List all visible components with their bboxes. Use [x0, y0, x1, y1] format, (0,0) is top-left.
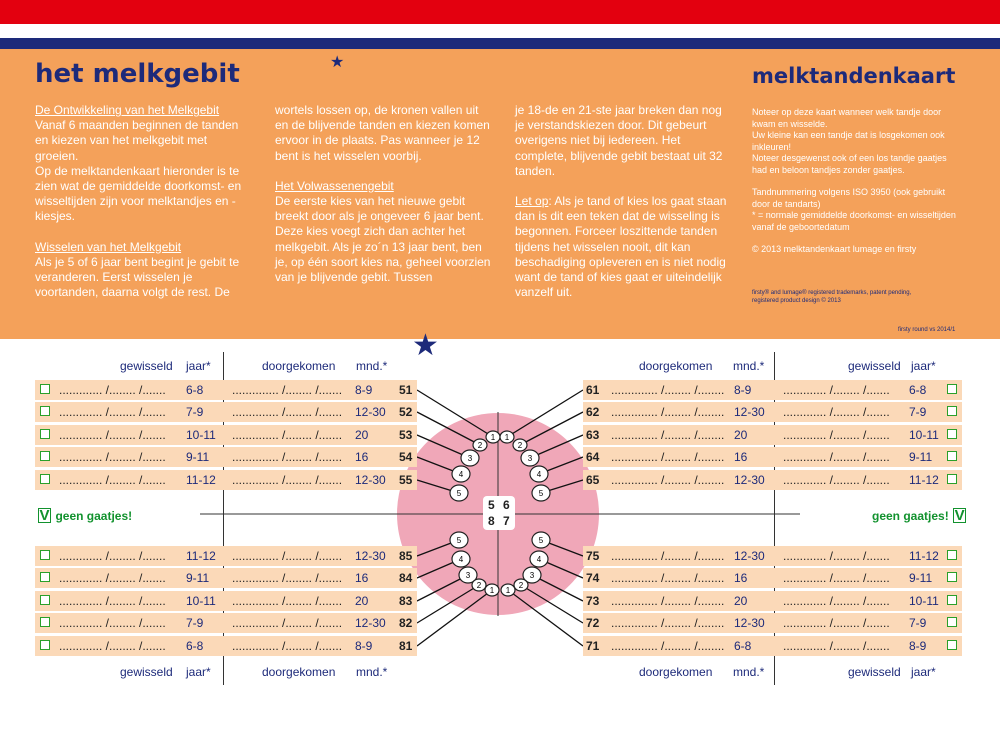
erupted-months: 12-30: [355, 616, 386, 630]
date-field-changed[interactable]: ............. /........ /.......: [59, 549, 166, 563]
date-field-changed[interactable]: ............. /........ /.......: [59, 473, 166, 487]
tooth-icon[interactable]: [450, 532, 468, 548]
instruction: * = normale gemiddelde doorkomst- en wisseltijden vanaf de geboortedatum: [752, 210, 956, 232]
date-field-erupted[interactable]: .............. /........ /........: [611, 571, 725, 585]
checkbox[interactable]: [40, 640, 50, 650]
tooth-icon[interactable]: [500, 431, 514, 443]
header-mnd: mnd.*: [356, 665, 388, 679]
tooth-label: 1: [504, 433, 510, 442]
tooth-label: 2: [517, 441, 523, 450]
erupted-months: 8-9: [355, 639, 373, 653]
date-field-changed[interactable]: ............. /........ /.......: [59, 616, 166, 630]
date-field-erupted[interactable]: .............. /........ /........: [611, 473, 725, 487]
erupted-months: 12-30: [734, 405, 765, 419]
date-field-changed[interactable]: ............. /........ /.......: [783, 428, 890, 442]
date-field-erupted[interactable]: .............. /........ /.......: [232, 571, 343, 585]
erupted-months: 6-8: [734, 639, 752, 653]
tooth-icon[interactable]: [450, 485, 468, 501]
table-row: [583, 636, 962, 656]
date-field-changed[interactable]: ............. /........ /.......: [59, 450, 166, 464]
erupted-months: 12-30: [734, 549, 765, 563]
changed-years: 7-9: [186, 405, 204, 419]
date-field-changed[interactable]: ............. /........ /.......: [59, 428, 166, 442]
table-row: [583, 546, 962, 566]
header-gewisseld: gewisseld: [848, 665, 901, 679]
header-jaar: jaar*: [911, 665, 936, 679]
tooth-number: 71: [586, 639, 600, 653]
header-doorgekomen: doorgekomen: [639, 665, 713, 679]
tooth-icon[interactable]: [513, 439, 527, 451]
table-row: [583, 425, 962, 445]
erupted-months: 12-30: [355, 405, 386, 419]
checkbox[interactable]: [947, 429, 957, 439]
table-row: [583, 447, 962, 467]
version-label: firsty round vs 2014/1: [898, 327, 956, 333]
date-field-erupted[interactable]: .............. /........ /.......: [232, 428, 343, 442]
attention-text: : Als je tand of kies los gaat staan dan is dit een teken dat de wisseling is begonnen. Forceer loszittende tanden tijdens het wisselen nooit, dit kan beschadiging opleveren en is niet nodig want de tand of kies gaat er uiteindelijk vanzelf uit.: [515, 194, 727, 300]
erupted-months: 12-30: [734, 473, 765, 487]
star-icon: ★: [412, 329, 439, 362]
instruction: Tandnummering volgens ISO 3950 (ook gebruikt door de tandarts): [752, 187, 946, 209]
tooth-number: 82: [399, 616, 413, 630]
card-title: melktandenkaart: [752, 64, 956, 88]
tooth-number: 65: [586, 473, 600, 487]
date-field-erupted[interactable]: .............. /........ /........: [611, 616, 725, 630]
check-icon: V: [954, 507, 965, 524]
date-field-changed[interactable]: ............. /........ /.......: [783, 450, 890, 464]
tooth-icon[interactable]: [452, 551, 470, 567]
tooth-icon[interactable]: [473, 439, 487, 451]
erupted-months: 16: [734, 571, 748, 585]
tooth-number: 74: [586, 571, 600, 585]
copyright: © 2013 melktandenkaart lumage en firsty: [752, 244, 917, 254]
date-field-erupted[interactable]: .............. /........ /........: [611, 594, 725, 608]
date-field-changed[interactable]: ............. /........ /.......: [783, 594, 890, 608]
heading-attention: Let op: [515, 194, 549, 209]
date-field-erupted[interactable]: .............. /........ /........: [611, 639, 725, 653]
tooth-icon[interactable]: [521, 450, 539, 466]
table-row: [35, 591, 417, 611]
tooth-number: 53: [399, 428, 413, 442]
changed-years: 6-8: [186, 383, 204, 397]
date-field-changed[interactable]: ............. /........ /.......: [783, 383, 890, 397]
checkbox[interactable]: [40, 595, 50, 605]
tooth-number: 61: [586, 383, 600, 397]
date-field-erupted[interactable]: .............. /........ /........: [611, 405, 725, 419]
table-row: [35, 568, 417, 588]
changed-years: 7-9: [186, 616, 204, 630]
tooth-icon[interactable]: [452, 466, 470, 482]
tooth-label: 5: [456, 536, 462, 545]
no-cavities-left[interactable]: [38, 507, 132, 525]
instruction: Noteer op deze kaart wanneer welk tandje door kwam en wisselde.: [752, 107, 942, 129]
tooth-label: 2: [518, 581, 524, 590]
erupted-months: 20: [734, 594, 748, 608]
quadrant-7: 7: [503, 514, 510, 528]
tooth-label: 2: [477, 441, 483, 450]
tooth-icon[interactable]: [532, 485, 550, 501]
paragraph: Op de melktandenkaart hieronder is te zien wat de gemiddelde doorkomst- en wisseltijden zijn voor melktandjes en -kiesjes.: [35, 163, 242, 224]
tooth-number: 63: [586, 428, 600, 442]
changed-years: 8-9: [909, 639, 927, 653]
erupted-months: 12-30: [734, 616, 765, 630]
header-gewisseld: gewisseld: [848, 359, 901, 373]
tooth-label: 2: [476, 581, 482, 590]
changed-years: 10-11: [909, 594, 939, 608]
tooth-number: 73: [586, 594, 600, 608]
no-cavities-right[interactable]: [872, 507, 966, 525]
checkbox[interactable]: [947, 572, 957, 582]
date-field-erupted[interactable]: .............. /........ /.......: [232, 549, 343, 563]
header-doorgekomen: doorgekomen: [262, 665, 336, 679]
tooth-label: 4: [458, 470, 464, 479]
date-field-changed[interactable]: ............. /........ /.......: [59, 383, 166, 397]
header-mnd: mnd.*: [733, 359, 765, 373]
header-jaar: jaar*: [186, 359, 211, 373]
erupted-months: 16: [355, 450, 369, 464]
date-field-erupted[interactable]: .............. /........ /........: [611, 450, 725, 464]
tooth-number: 72: [586, 616, 600, 630]
date-field-changed[interactable]: ............. /........ /.......: [783, 571, 890, 585]
tooth-icon[interactable]: [461, 450, 479, 466]
tooth-number: 81: [399, 639, 413, 653]
trademark-line: firsty® and lumage® registered trademarks, patent pending,: [752, 290, 912, 296]
no-cavities-label: geen gaatjes!: [55, 509, 133, 523]
date-field-erupted[interactable]: .............. /........ /........: [611, 549, 725, 563]
date-field-erupted[interactable]: .............. /........ /.......: [232, 450, 343, 464]
tooth-label: 5: [538, 536, 544, 545]
tooth-icon[interactable]: [530, 551, 548, 567]
paragraph: je 18-de en 21-ste jaar breken dan nog je verstandskiezen door. Dit gebeurt overigens niet bij iedereen. Het complete, blijvende gebit bestaat uit 32 tanden.: [515, 103, 723, 178]
table-row: [583, 568, 962, 588]
heading-changing: Wisselen van het Melkgebit: [35, 239, 182, 254]
tooth-label: 1: [489, 586, 495, 595]
changed-years: 11-12: [909, 473, 939, 487]
tooth-icon[interactable]: [472, 579, 486, 591]
table-row: [583, 613, 962, 633]
header-gewisseld: gewisseld: [120, 665, 173, 679]
date-field-changed[interactable]: ............. /........ /.......: [783, 639, 890, 653]
quadrant-5: 5: [488, 498, 495, 512]
trademark-line: registered product design © 2013: [752, 297, 841, 304]
page-title: het melkgebit: [35, 59, 240, 89]
checkbox[interactable]: [40, 617, 50, 627]
tooth-label: 3: [467, 454, 473, 463]
header-gewisseld: gewisseld: [120, 359, 173, 373]
changed-years: 9-11: [186, 450, 210, 464]
erupted-months: 20: [734, 428, 748, 442]
paragraph: Als je 5 of 6 jaar bent begint je gebit te veranderen. Eerst wisselen je voortanden, daarna volgt de rest. De: [35, 254, 240, 300]
checkbox[interactable]: [947, 451, 957, 461]
changed-years: 6-8: [186, 639, 204, 653]
checkbox[interactable]: [947, 406, 957, 416]
header-mnd: mnd.*: [356, 359, 388, 373]
paragraph: De eerste kies van het nieuwe gebit breekt door als je ongeveer 6 jaar bent. Deze kies voegt zich dan achter het melkgebit. Als je zo´n 13 jaar bent, ben je, op één soort kies na, geheel voorzien van je blijvende gebit. Tussen: [275, 194, 491, 285]
tooth-icon[interactable]: [530, 466, 548, 482]
instruction: Noteer desgewenst ook of een los tandje gaatjes had en beloon tandjes zonder gaatjes.: [752, 153, 947, 175]
date-field-erupted[interactable]: .............. /........ /.......: [232, 405, 343, 419]
header-doorgekomen: doorgekomen: [639, 359, 713, 373]
date-field-changed[interactable]: ............. /........ /.......: [59, 639, 166, 653]
tooth-label: 4: [536, 555, 542, 564]
checkbox[interactable]: [947, 595, 957, 605]
table-row: [583, 380, 962, 400]
tooth-number: 83: [399, 594, 413, 608]
tooth-number: 52: [399, 405, 413, 419]
date-field-changed[interactable]: ............. /........ /.......: [59, 594, 166, 608]
tooth-number: 84: [399, 571, 413, 585]
erupted-months: 12-30: [355, 473, 386, 487]
changed-years: 9-11: [186, 571, 210, 585]
tooth-number: 75: [586, 549, 600, 563]
date-field-erupted[interactable]: .............. /........ /.......: [232, 473, 343, 487]
changed-years: 7-9: [909, 616, 927, 630]
changed-years: 11-12: [186, 549, 216, 563]
star-icon: ★: [330, 54, 345, 71]
table-row: [35, 613, 417, 633]
header-jaar: jaar*: [911, 359, 936, 373]
tooth-label: 4: [458, 555, 464, 564]
tooth-icon[interactable]: [485, 584, 499, 596]
date-field-changed[interactable]: ............. /........ /.......: [783, 549, 890, 563]
changed-years: 10-11: [186, 594, 216, 608]
checkbox[interactable]: [947, 617, 957, 627]
erupted-months: 20: [355, 594, 369, 608]
date-field-erupted[interactable]: .............. /........ /.......: [232, 639, 343, 653]
date-field-erupted[interactable]: .............. /........ /........: [611, 428, 725, 442]
date-field-changed[interactable]: ............. /........ /.......: [59, 405, 166, 419]
checkbox[interactable]: [947, 550, 957, 560]
table-row: [35, 447, 417, 467]
tooth-label: 1: [505, 586, 511, 595]
table-row: [583, 591, 962, 611]
tooth-label: 1: [490, 433, 496, 442]
tooth-number: 54: [399, 450, 413, 464]
checkbox[interactable]: [40, 429, 50, 439]
changed-years: 10-11: [909, 428, 939, 442]
date-field-changed[interactable]: ............. /........ /.......: [59, 571, 166, 585]
tooth-icon[interactable]: [532, 532, 550, 548]
changed-years: 6-8: [909, 383, 927, 397]
check-icon: V: [39, 507, 50, 524]
date-field-erupted[interactable]: .............. /........ /.......: [232, 594, 343, 608]
no-cavities-label: geen gaatjes!: [872, 509, 949, 523]
paragraph: Vanaf 6 maanden beginnen de tanden en kiezen van het melkgebit met groeien.: [35, 118, 239, 163]
instruction: Uw kleine kan een tandje dat is losgekomen ook inkleuren!: [752, 130, 945, 152]
date-field-erupted[interactable]: .............. /........ /.......: [232, 383, 343, 397]
checkbox[interactable]: [40, 550, 50, 560]
tooth-number: 51: [399, 383, 413, 397]
erupted-months: 16: [355, 571, 369, 585]
date-field-erupted[interactable]: .............. /........ /........: [611, 383, 725, 397]
erupted-months: 8-9: [355, 383, 373, 397]
table-row: [583, 402, 962, 422]
tooth-number: 55: [399, 473, 413, 487]
quadrant-6: 6: [503, 498, 510, 512]
table-row: [583, 470, 962, 490]
table-row: [35, 425, 417, 445]
tooth-number: 62: [586, 405, 600, 419]
date-field-erupted[interactable]: .............. /........ /.......: [232, 616, 343, 630]
checkbox[interactable]: [40, 384, 50, 394]
erupted-months: 12-30: [355, 549, 386, 563]
tooth-label: 5: [538, 489, 544, 498]
tooth-icon[interactable]: [486, 431, 500, 443]
header-mnd: mnd.*: [733, 665, 765, 679]
checkbox[interactable]: [947, 640, 957, 650]
header-doorgekomen: doorgekomen: [262, 359, 336, 373]
heading-adult-teeth: Het Volwassenengebit: [275, 178, 394, 193]
heading-development: De Ontwikkeling van het Melkgebit: [35, 103, 220, 117]
tooth-icon[interactable]: [501, 584, 515, 596]
tooth-number: 85: [399, 549, 413, 563]
changed-years: 11-12: [186, 473, 216, 487]
table-row: [35, 546, 417, 566]
checkbox[interactable]: [40, 451, 50, 461]
tooth-label: 4: [536, 470, 542, 479]
changed-years: 9-11: [909, 450, 933, 464]
changed-years: 10-11: [186, 428, 216, 442]
header-jaar: jaar*: [186, 665, 211, 679]
table-row: [35, 402, 417, 422]
checkbox[interactable]: [40, 406, 50, 416]
checkbox[interactable]: [40, 572, 50, 582]
paragraph: wortels lossen op, de kronen vallen uit en de blijvende tanden en kiezen komen ervoor in de plaats. Pas wanneer je 12 bent is het wisselen voorbij.: [275, 103, 490, 163]
table-row: [35, 380, 417, 400]
checkbox[interactable]: [40, 474, 50, 484]
table-row: [35, 470, 417, 490]
checkbox[interactable]: [947, 384, 957, 394]
date-field-changed[interactable]: ............. /........ /.......: [783, 473, 890, 487]
tooth-label: 5: [456, 489, 462, 498]
tooth-label: 3: [527, 454, 533, 463]
date-field-changed[interactable]: ............. /........ /.......: [783, 405, 890, 419]
checkbox[interactable]: [947, 474, 957, 484]
tooth-label: 3: [465, 571, 471, 580]
tooth-icon[interactable]: [514, 579, 528, 591]
quadrant-8: 8: [488, 514, 495, 528]
changed-years: 11-12: [909, 549, 939, 563]
tooth-label: 3: [529, 571, 535, 580]
erupted-months: 16: [734, 450, 748, 464]
changed-years: 7-9: [909, 405, 927, 419]
changed-years: 9-11: [909, 571, 933, 585]
date-field-changed[interactable]: ............. /........ /.......: [783, 616, 890, 630]
erupted-months: 20: [355, 428, 369, 442]
table-row: [35, 636, 417, 656]
tooth-number: 64: [586, 450, 600, 464]
erupted-months: 8-9: [734, 383, 752, 397]
